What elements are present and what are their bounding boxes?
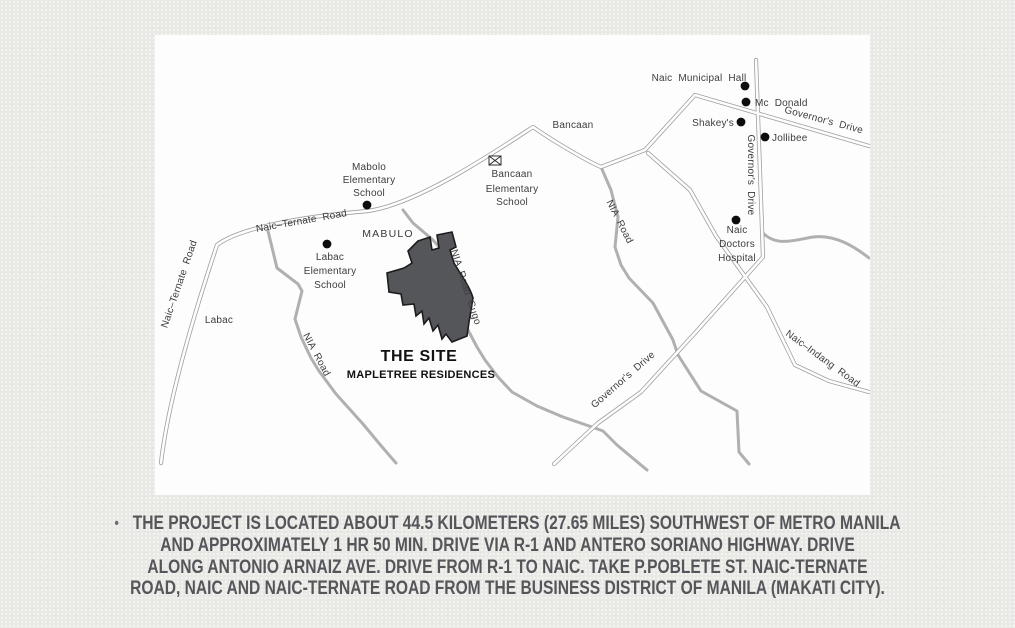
svg-text:Elementary: Elementary — [303, 266, 357, 277]
hospital-dot — [732, 216, 741, 225]
description-line-4: ROAD, NAIC AND NAIC-TERNATE ROAD FROM THE BUSINESS DISTRICT OF MANILA (MAKATI CITY). — [130, 578, 885, 600]
road-east-branch — [763, 233, 869, 258]
labac-es-label — [304, 252, 357, 291]
svg-text:Hospital: Hospital — [718, 253, 756, 264]
municipal-hall-label: Naic Municipal Hall — [651, 73, 747, 84]
road-naic-ternate — [161, 95, 869, 463]
shakeys-label: Shakey's — [692, 118, 734, 129]
vicinity-map — [155, 35, 870, 495]
place-label-labac: Labac — [204, 315, 234, 326]
bullet-icon: • — [114, 515, 119, 532]
svg-text:School: School — [353, 188, 385, 199]
mabolo-es-label — [343, 162, 396, 199]
bancaan-es-label — [486, 169, 539, 208]
bancaan-school-icon — [489, 156, 501, 165]
road-label-nia-mid: NIA Road — [603, 198, 635, 246]
jollibee-label: Jollibee — [772, 133, 808, 144]
description-line-3: ALONG ANTONIO ARNAIZ AVE. DRIVE FROM R-1 TO NAIC. TAKE P.POBLETE ST. NAIC-TERNATE — [147, 556, 868, 578]
hospital-label — [718, 225, 756, 264]
place-label-bancaan: Bancaan — [552, 120, 594, 131]
road-label-naic-ternate: Naic–Ternate Road — [255, 208, 348, 235]
roads-layer — [161, 60, 869, 470]
svg-text:Doctors: Doctors — [719, 239, 755, 250]
road-label-governors-upper: Governor's Drive — [783, 104, 865, 137]
road-label-naic-indang: Naic–Indang Road — [783, 328, 862, 390]
road-nia-middle — [601, 167, 749, 464]
svg-text:Labac: Labac — [315, 252, 345, 263]
road-label-governors-lower: Governor's Drive — [589, 349, 658, 411]
road-label-governors-vertical: Governor's Drive — [745, 134, 756, 216]
svg-text:School: School — [496, 197, 528, 208]
description-line-1 — [91, 513, 923, 535]
road-naic-ternate-casing — [161, 95, 869, 463]
labac-school-dot — [323, 240, 332, 249]
site-title: THE SITE — [380, 348, 458, 365]
road-label-naic-ternate-west: Naic–Ternate Road — [159, 238, 200, 330]
vicinity-map-panel — [155, 35, 870, 495]
svg-text:Mabolo: Mabolo — [352, 162, 386, 173]
svg-text:Elementary: Elementary — [342, 175, 396, 186]
description-line-2: AND APPROXIMATELY 1 HR 50 MIN. DRIVE VIA R-1 AND ANTERO SORIANO HIGHWAY. DRIVE — [160, 534, 855, 556]
mabolo-school-dot — [363, 201, 372, 210]
svg-text:Bancaan: Bancaan — [491, 169, 533, 180]
svg-text:School: School — [314, 280, 346, 291]
mcdonald-label: Mc Donald — [755, 98, 808, 109]
place-label-mabulo: MABULO — [362, 228, 414, 240]
site-project-name: MAPLETREE RESIDENCES — [346, 369, 496, 381]
mcdonald-dot — [742, 98, 751, 107]
road-label-nia-gugo: NIA Road Gugo — [447, 248, 483, 327]
landmark-dots — [323, 82, 770, 249]
jollibee-dot — [761, 133, 770, 142]
svg-text:Elementary: Elementary — [485, 184, 539, 195]
description-text-1: THE PROJECT IS LOCATED ABOUT 44.5 KILOMETERS (27.65 MILES) SOUTHWEST OF METRO MANILA — [132, 513, 901, 534]
location-description — [0, 513, 1015, 600]
svg-text:Naic: Naic — [726, 225, 748, 236]
road-label-nia-left: NIA Road — [300, 331, 333, 379]
shakeys-dot — [737, 118, 746, 127]
